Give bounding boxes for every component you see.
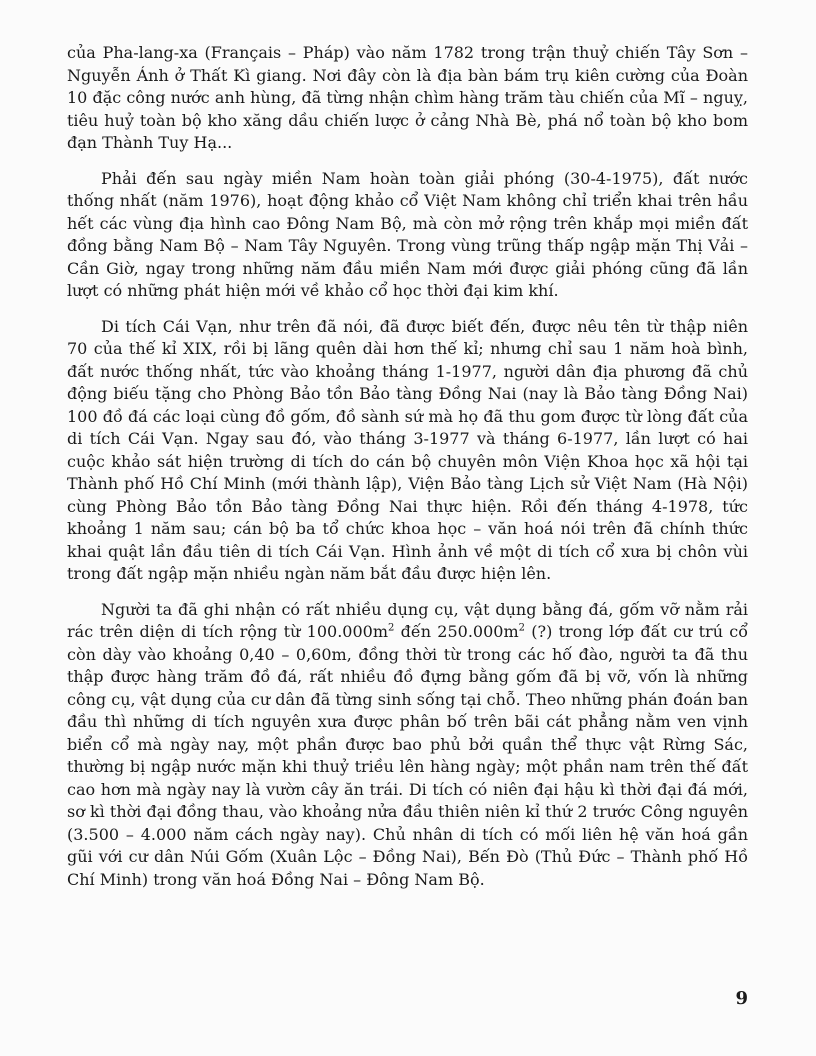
body-text bbox=[67, 42, 748, 904]
paragraph-4-text-b: đến 250.000m bbox=[394, 622, 519, 641]
paragraph-2: Phải đến sau ngày miền Nam hoàn toàn giải phóng (30-4-1975), đất nước thống nhất (năm 1976), hoạt động khảo cổ Việt Nam không chỉ triển khai trên hầu hết các vùng địa hình cao Đông Nam Bộ, mà còn mở rộng trên khắp mọi miền đất đồng bằng Nam Bộ – Nam Tây Nguyên. Trong vùng trũng thấp ngập mặn Thị Vải – Cần Giờ, ngay trong những năm đầu miền Nam mới được giải phóng cũng đã lần lượt có những phát hiện mới về khảo cổ học thời đại kim khí. bbox=[67, 168, 748, 300]
page-number: 9 bbox=[735, 988, 748, 1009]
paragraph-4-text-c: (?) trong lớp đất cư trú cổ còn dày vào khoảng 0,40 – 0,60m, đồng thời từ trong các hố đào, người ta đã thu thập được hàng trăm đồ đá, rất nhiều đồ đựng bằng gốm đã bị vỡ, vốn là những công cụ, vật dụng của cư dân đã từng sinh sống tại chỗ. Theo những phán đoán ban đầu thì những di tích nguyên xưa được phân bố trên bãi cát phẳng nằm ven vịnh biển cổ mà ngày nay, một phần được bao phủ bởi quần thể thực vật Rừng Sác, thường bị ngập nước mặn khi thuỷ triều lên hàng ngày; một phần nam trên thế đất cao hơn mà ngày nay là vườn cây ăn trái. Di tích có niên đại hậu kì thời đại đá mới, sơ kì thời đại đồng thau, vào khoảng nửa đầu thiên niên kỉ thứ 2 trước Công nguyên (3.500 – 4.000 năm cách ngày nay). Chủ nhân di tích có mối liên hệ văn hoá gần gũi với cư dân Núi Gốm (Xuân Lộc – Đồng Nai), Bến Đò (Thủ Đức – Thành phố Hồ Chí Minh) trong văn hoá Đồng Nai – Đông Nam Bộ. bbox=[67, 622, 749, 889]
paragraph-3: Di tích Cái Vạn, như trên đã nói, đã được biết đến, được nêu tên từ thập niên 70 của thế kỉ XIX, rồi bị lãng quên dài hơn thế kỉ; nhưng chỉ sau 1 năm hoà bình, đất nước thống nhất, tức vào khoảng tháng 1-1977, người dân địa phương đã chủ động biếu tặng cho Phòng Bảo tồn Bảo tàng Đồng Nai (nay là Bảo tàng Đồng Nai) 100 đồ đá các loại cùng đồ gốm, đồ sành sứ mà họ đã thu gom được từ lòng đất của di tích Cái Vạn. Ngay sau đó, vào tháng 3-1977 và tháng 6-1977, lần lượt có hai cuộc khảo sát hiện trường di tích do cán bộ chuyên môn Viện Khoa học xã hội tại Thành phố Hồ Chí Minh (mới thành lập), Viện Bảo tàng Lịch sử Việt Nam (Hà Nội) cùng Phòng Bảo tồn Bảo tàng Đồng Nai thực hiện. Rồi đến tháng 4-1978, tức khoảng 1 năm sau; cán bộ ba tổ chức khoa học – văn hoá nói trên đã chính thức khai quật lần đầu tiên di tích Cái Vạn. Hình ảnh về một di tích cổ xưa bị chôn vùi trong đất ngập mặn nhiều ngàn năm bắt đầu được hiện lên. bbox=[67, 316, 748, 583]
paragraph-4 bbox=[67, 599, 748, 892]
superscript-squared: 2 bbox=[518, 622, 526, 634]
paragraph-1: của Pha-lang-xa (Français – Pháp) vào năm 1782 trong trận thuỷ chiến Tây Sơn – Nguyễn Ánh ở Thất Kì giang. Nơi đây còn là địa bàn bám trụ kiên cường của Đoàn 10 đặc công nước anh hùng, đã từng nhận chìm hàng trăm tàu chiến của Mĩ – nguỵ, tiêu huỷ toàn bộ kho xăng dầu chiến lược ở cảng Nhà Bè, phá nổ toàn bộ kho bom đạn Thành Tuy Hạ... bbox=[67, 43, 748, 152]
superscript-squared: 2 bbox=[388, 622, 395, 634]
paragraph-4-text-a: Người ta đã ghi nhận có rất nhiều dụng cụ, vật dụng bằng đá, gốm vỡ nằm rải rác trên diện di tích rộng từ 100.000m bbox=[67, 599, 748, 641]
